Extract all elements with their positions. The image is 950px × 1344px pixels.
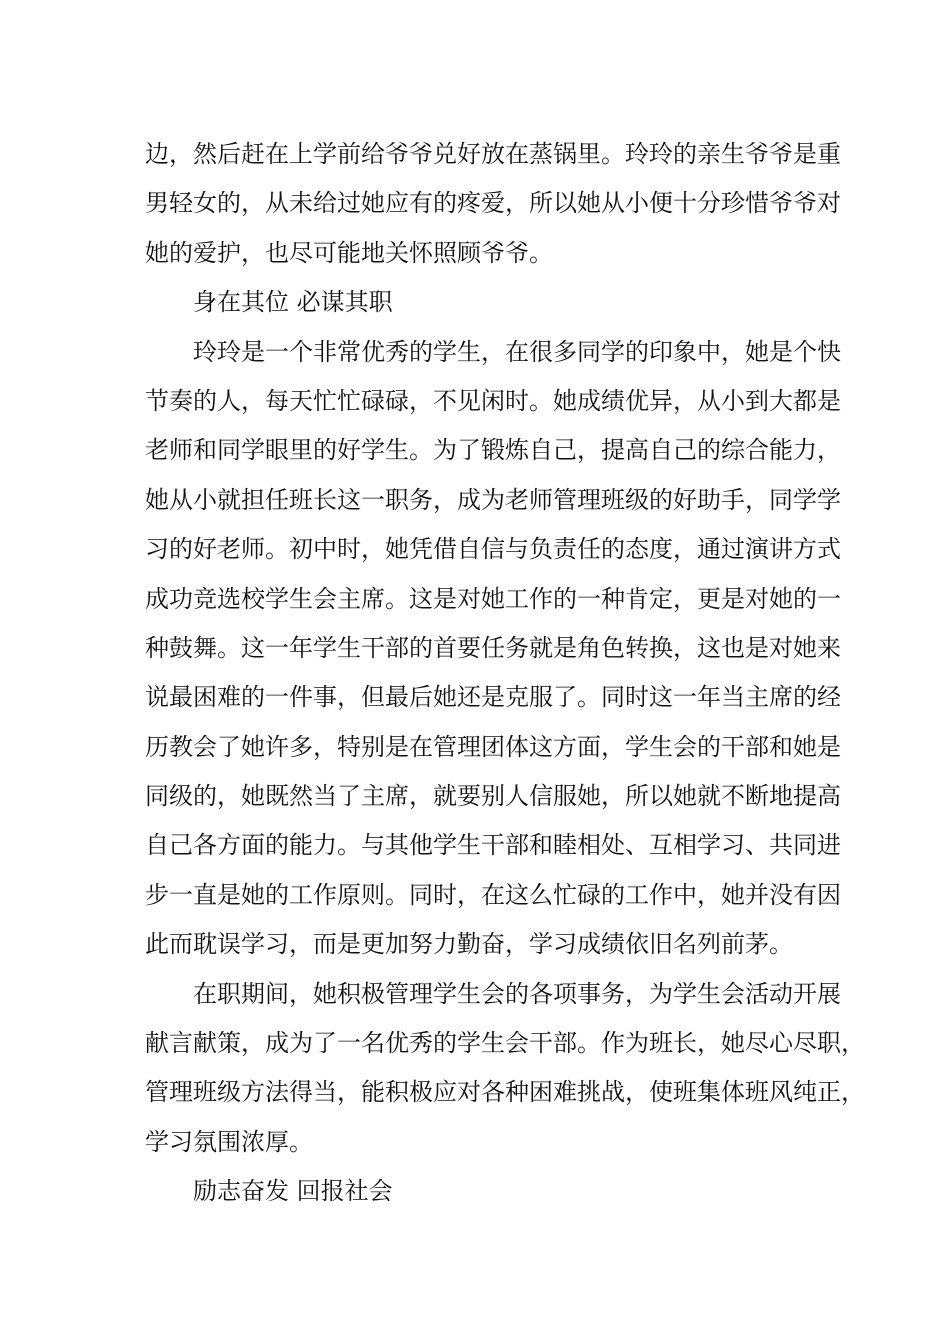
text-line: 种鼓舞。这一年学生干部的首要任务就是角色转换，这也是对她来 — [145, 633, 841, 662]
text-line: 玲玲是一个非常优秀的学生，在很多同学的印象中，她是个快 — [193, 337, 841, 366]
text-line: 边，然后赶在上学前给爷爷兑好放在蒸锅里。玲玲的亲生爷爷是重 — [145, 140, 841, 168]
text-line: 老师和同学眼里的好学生。为了锻炼自己，提高自己的综合能力， — [145, 436, 841, 465]
text-line: 她的爱护，也尽可能地关怀照顾爷爷。 — [145, 238, 553, 267]
text-line: 身在其位 必谋其职 — [193, 288, 393, 317]
text-line: 在职期间，她积极管理学生会的各项事务，为学生会活动开展 — [193, 979, 841, 1008]
text-line: 男轻女的，从未给过她应有的疼爱，所以她从小便十分珍惜爷爷对 — [145, 189, 841, 218]
text-line: 献言献策，成为了一名优秀的学生会干部。作为班长，她尽心尽职， — [145, 1029, 865, 1058]
text-line: 学习氛围浓厚。 — [145, 1127, 313, 1156]
text-line: 说最困难的一件事，但最后她还是克服了。同时这一年当主席的经 — [145, 683, 841, 712]
text-line: 历教会了她许多，特别是在管理团体这方面，学生会的干部和她是 — [145, 732, 841, 761]
document-body — [145, 130, 865, 1217]
text-line: 管理班级方法得当，能积极应对各种困难挑战，使班集体班风纯正， — [145, 1078, 865, 1107]
text-line: 同级的，她既然当了主席，就要别人信服她，所以她就不断地提高 — [145, 782, 841, 811]
text-line: 自己各方面的能力。与其他学生干部和睦相处、互相学习、共同进 — [145, 831, 841, 860]
text-line: 成功竞选校学生会主席。这是对她工作的一种肯定，更是对她的一 — [145, 584, 841, 613]
text-line: 此而耽误学习，而是更加努力勤奋，学习成绩依旧名列前茅。 — [145, 930, 793, 959]
text-line: 节奏的人，每天忙忙碌碌，不见闲时。她成绩优异，从小到大都是 — [145, 386, 841, 415]
text-line: 励志奋发 回报社会 — [193, 1177, 393, 1206]
text-line: 她从小就担任班长这一职务，成为老师管理班级的好助手，同学学 — [145, 485, 841, 514]
text-line: 习的好老师。初中时，她凭借自信与负责任的态度，通过演讲方式 — [145, 535, 841, 564]
text-line: 步一直是她的工作原则。同时，在这么忙碌的工作中，她并没有因 — [145, 880, 841, 909]
